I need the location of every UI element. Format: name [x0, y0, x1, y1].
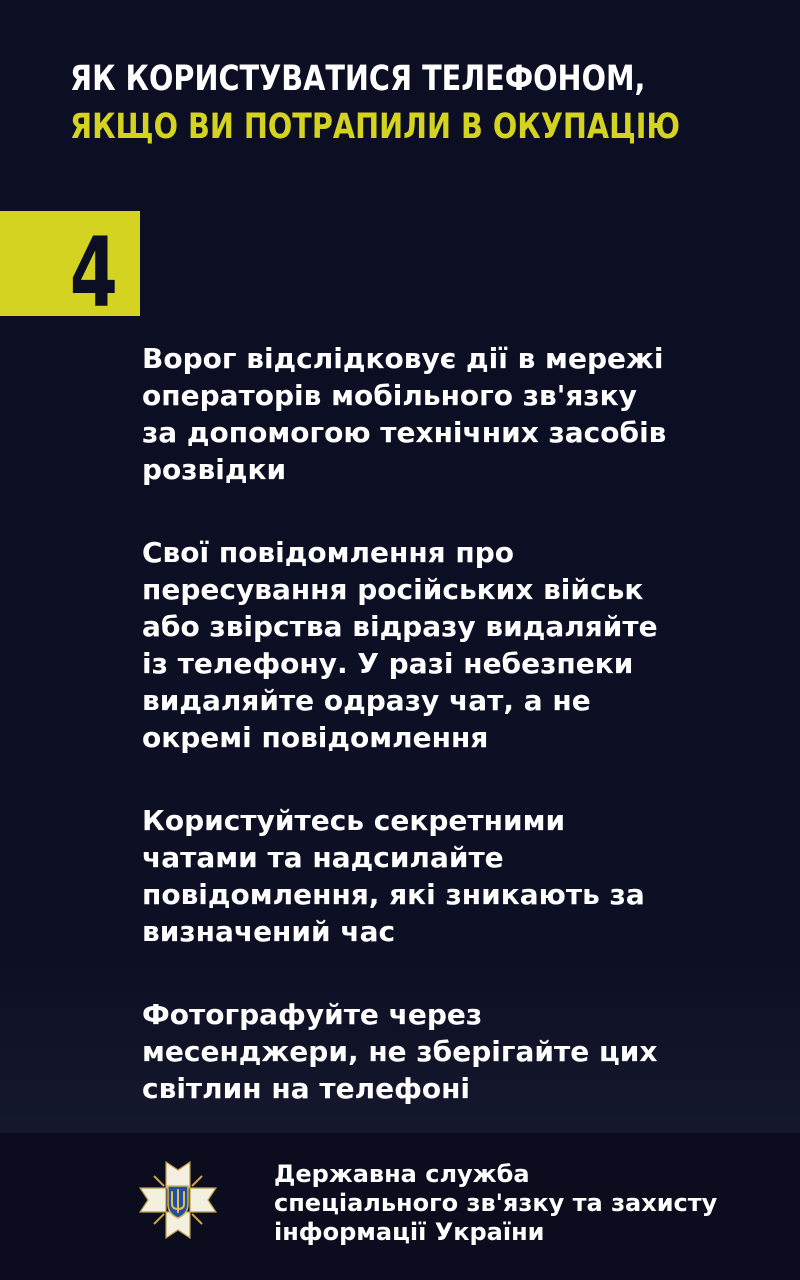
ssscip-cross-emblem-icon	[138, 1160, 218, 1240]
step-number-badge	[0, 211, 140, 329]
advice-paragraph-4: Фотографуйте через месенджери, не зберігайте цих світлин на телефоні	[142, 998, 658, 1105]
advice-paragraph-2: Свої повідомлення про пересування російських військ або звірства відразу видаляйте із телефону. У разі небезпеки видаляйте одразу чат, а не окремі повідомлення	[142, 536, 658, 754]
page-title	[70, 55, 681, 151]
advice-paragraph-3: Користуйтесь секретними чатами та надсилайте повідомлення, які зникають за визначений час	[142, 804, 645, 948]
advice-paragraph-1: Ворог відслідковує дії в мережі операторів мобільного зв'язку за допомогою технічних засобів розвідки	[142, 342, 667, 486]
title-line-1: ЯК КОРИСТУВАТИСЯ ТЕЛЕФОНОМ,	[70, 59, 646, 99]
advice-list	[142, 340, 782, 1153]
title-line-2: ЯКЩО ВИ ПОТРАПИЛИ В ОКУПАЦІЮ	[70, 107, 681, 147]
organization-name: Державна служба спеціального зв'язку та захисту інформації України	[274, 1160, 718, 1246]
step-number: 4	[69, 217, 118, 329]
